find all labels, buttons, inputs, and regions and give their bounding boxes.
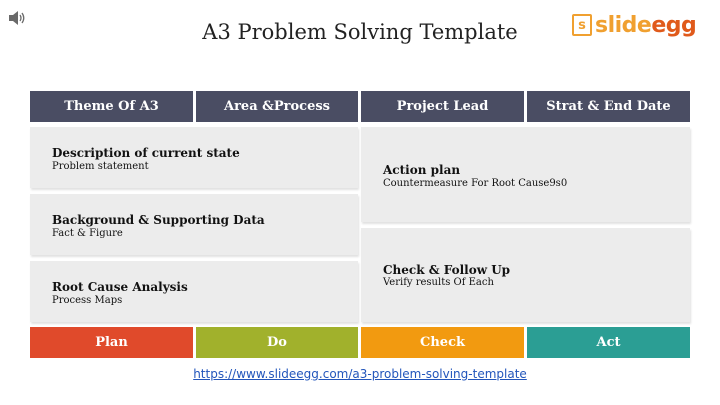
page-title: A3 Problem Solving Template [202,20,518,44]
source-link[interactable]: https://www.slideegg.com/a3-problem-solving-template [193,367,527,381]
check-bar: Check [361,327,524,358]
action-plan-heading: Action plan [383,163,461,177]
action-plan-box [361,127,690,222]
description-heading: Description of current state [52,146,240,160]
check-follow-up-box [361,228,690,322]
header-theme: Theme Of A3 [30,91,193,122]
header-area-process: Area &Process [196,91,358,122]
act-bar: Act [527,327,690,358]
do-bar: Do [196,327,358,358]
logo-mark-icon: s [572,14,592,36]
root-cause-heading: Root Cause Analysis [52,280,188,294]
header-project-lead: Project Lead [361,91,524,122]
root-cause-box [30,261,358,322]
action-plan-sub: Countermeasure For Root Cause9s0 [383,178,568,189]
check-follow-up-sub: Verify results Of Each [383,277,494,288]
background-box [30,194,358,255]
header-start-end-date: Strat & End Date [527,91,690,122]
check-follow-up-heading: Check & Follow Up [383,263,511,277]
slideegg-logo: s slideegg [572,10,696,40]
plan-bar: Plan [30,327,193,358]
description-box [30,127,358,188]
background-heading: Background & Supporting Data [52,213,265,227]
background-sub: Fact & Figure [52,228,123,239]
root-cause-sub: Process Maps [52,295,123,306]
description-sub: Problem statement [52,161,149,172]
